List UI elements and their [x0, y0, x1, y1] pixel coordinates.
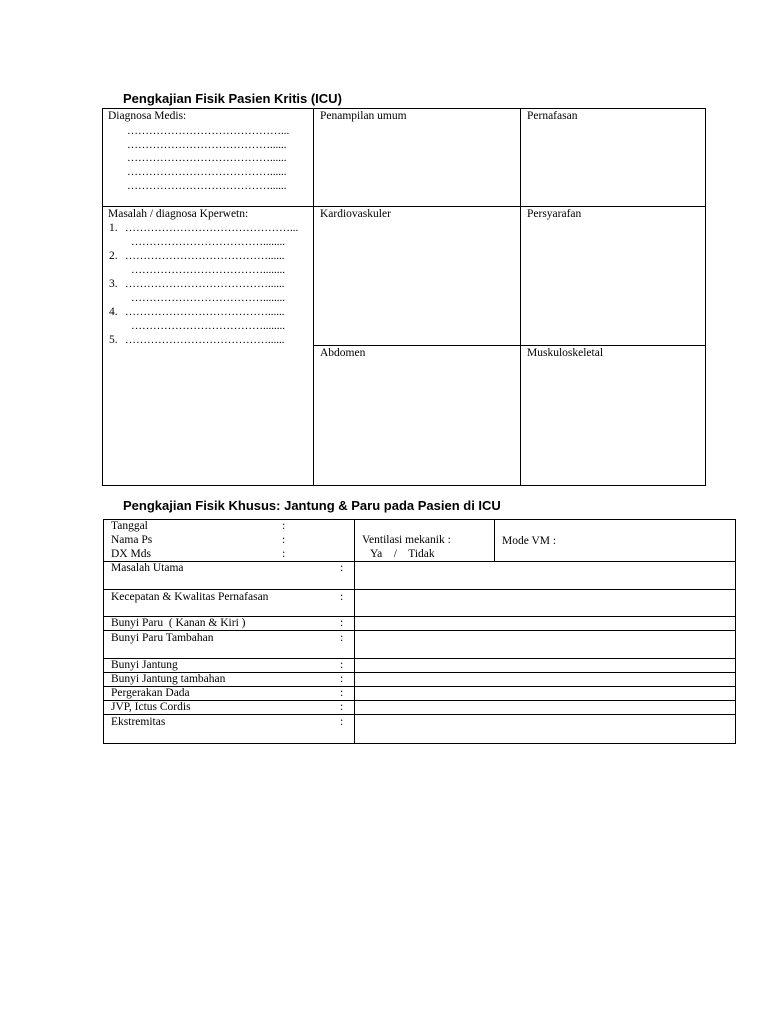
- section1-title: Pengkajian Fisik Pasien Kritis (ICU): [123, 91, 342, 106]
- row-label: JVP, Ictus Cordis: [111, 701, 191, 713]
- diagnosa-line: …………………………………......: [127, 152, 287, 164]
- muskuloskeletal-cell: [520, 345, 706, 486]
- masalah-line: ………………………………........: [131, 236, 285, 248]
- masalah-number: 2.: [109, 250, 118, 262]
- row-label: Bunyi Jantung tambahan: [111, 673, 226, 685]
- masalah-number: 5.: [109, 334, 118, 346]
- kardiovaskuler-cell: [313, 206, 521, 346]
- diagnosa-line: …………………………………......: [127, 166, 287, 178]
- persyarafan-cell: [520, 206, 706, 346]
- row-colon: :: [340, 673, 344, 685]
- kardiovaskuler-label: Kardiovaskuler: [320, 208, 391, 220]
- penampilan-label: Penampilan umum: [320, 110, 407, 122]
- divider: [103, 714, 736, 715]
- nama-colon: :: [282, 534, 286, 546]
- row-colon: :: [340, 617, 344, 629]
- row-colon: :: [340, 632, 344, 644]
- nama-label: Nama Ps: [111, 534, 153, 546]
- section2-title: Pengkajian Fisik Khusus: Jantung & Paru pada Pasien di ICU: [123, 498, 501, 513]
- dx-label: DX Mds: [111, 548, 151, 560]
- persyarafan-label: Persyarafan: [527, 208, 582, 220]
- abdomen-cell: [313, 345, 521, 486]
- diagnosa-label: Diagnosa Medis:: [108, 110, 187, 122]
- dx-colon: :: [282, 548, 286, 560]
- mode-vm-label: Mode VM :: [502, 535, 557, 547]
- muskuloskeletal-label: Muskuloskeletal: [527, 347, 604, 359]
- ya-tidak-option: Ya / Tidak: [370, 548, 435, 560]
- divider: [494, 519, 495, 562]
- masalah-line: ………………………………………...: [125, 222, 299, 234]
- masalah-line: ………………………………........: [131, 264, 285, 276]
- penampilan-cell: [313, 108, 521, 207]
- row-colon: :: [340, 591, 344, 603]
- row-colon: :: [340, 659, 344, 671]
- row-label: Bunyi Jantung: [111, 659, 178, 671]
- masalah-number: 4.: [109, 306, 118, 318]
- masalah-number: 1.: [109, 222, 118, 234]
- diagnosa-line: …………………………………......: [127, 139, 287, 151]
- row-colon: :: [340, 687, 344, 699]
- row-colon: :: [340, 701, 344, 713]
- divider: [103, 561, 736, 562]
- divider: [103, 700, 736, 701]
- tanggal-label: Tanggal: [111, 520, 148, 532]
- ventilasi-label: Ventilasi mekanik :: [362, 534, 451, 546]
- row-label: Kecepatan & Kwalitas Pernafasan: [111, 591, 269, 603]
- diagnosa-cell: [102, 108, 314, 207]
- row-label: Pergerakan Dada: [111, 687, 190, 699]
- masalah-line: ………………………………........: [131, 320, 285, 332]
- row-label: Bunyi Paru ( Kanan & Kiri ): [111, 617, 246, 629]
- row-label: Masalah Utama: [111, 562, 184, 574]
- diagnosa-line: ……………………………………...: [127, 125, 290, 137]
- masalah-number: 3.: [109, 278, 118, 290]
- divider: [103, 686, 736, 687]
- masalah-line: …………………………………......: [125, 250, 285, 262]
- row-label: Ekstremitas: [111, 716, 166, 728]
- divider: [103, 658, 736, 659]
- tanggal-colon: :: [282, 520, 286, 532]
- masalah-line: …………………………………......: [125, 334, 285, 346]
- row-colon: :: [340, 716, 344, 728]
- diagnosa-line: …………………………………......: [127, 180, 287, 192]
- abdomen-label: Abdomen: [320, 347, 366, 359]
- masalah-line: …………………………………......: [125, 278, 285, 290]
- masalah-line: …………………………………......: [125, 306, 285, 318]
- masalah-cell: [102, 206, 314, 486]
- masalah-line: ………………………………........: [131, 292, 285, 304]
- masalah-label: Masalah / diagnosa Kperwetn:: [108, 208, 249, 220]
- divider: [354, 519, 355, 744]
- row-colon: :: [340, 562, 344, 574]
- row-label: Bunyi Paru Tambahan: [111, 632, 214, 644]
- pernafasan-label: Pernafasan: [527, 110, 578, 122]
- pernafasan-cell: [520, 108, 706, 207]
